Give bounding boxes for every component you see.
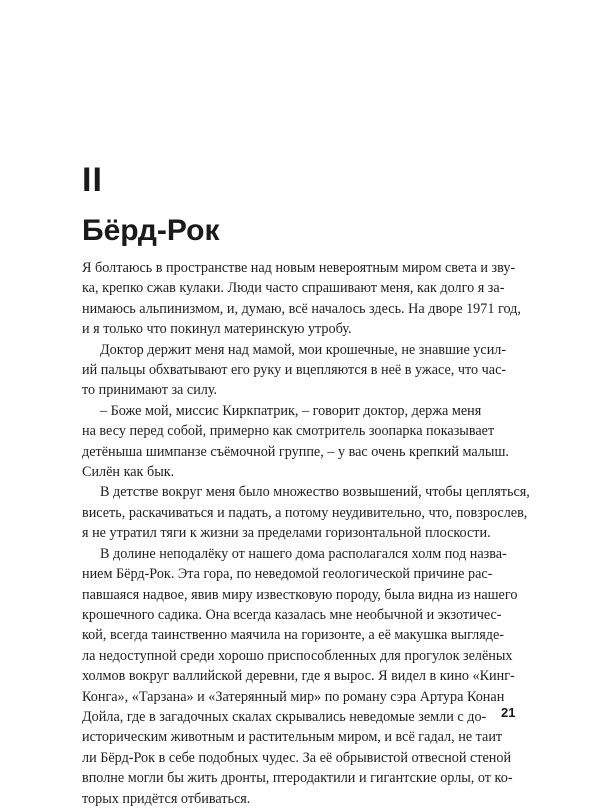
text-line: торых придётся отбиваться. [82, 790, 251, 807]
text-line: Конга», «Тарзана» и «Затерянный мир» по роману сэра Артура Конан [82, 688, 505, 705]
text-line: на весу перед собой, примерно как смотритель зоопарка показывает [82, 423, 495, 440]
text-line: кой, всегда таинственно маячила на горизонте, а её макушка выгляде- [82, 627, 505, 644]
text-line: я не утратил тяги к жизни за пределами горизонтальной плоскости. [82, 525, 491, 542]
text-line: Силён как бык. [82, 464, 175, 481]
text-line: Доктор держит меня над мамой, мои крошечные, не знавшие усил- [100, 341, 507, 358]
text-line: историческим животным и растительным миром, и всё гадал, не таит [82, 729, 503, 746]
text-line: павшаяся надвое, явив миру известковую породу, была видна из нашего [82, 586, 518, 603]
text-line: нимаюсь альпинизмом, и, думаю, всё началось здесь. На дворе 1971 год, [82, 300, 521, 317]
text-line: Я болтаюсь в пространстве над новым невероятным миром света и зву- [82, 260, 516, 276]
text-line: В долине неподалёку от нашего дома располагался холм под назва- [100, 545, 507, 562]
text-line: ка, крепко сжав кулаки. Люди часто спрашивают меня, как долго я за- [82, 280, 505, 297]
text-line: холмов вокруг валлийской деревни, где я вырос. Я видел в кино «Кинг- [82, 668, 515, 685]
text-line: вполне могли бы жить дронты, птеродактили и гигантские орлы, от ко- [82, 770, 513, 787]
text-line: ий пальцы обхватывают его руку и вцепляются в неё в ужасе, что час- [82, 362, 507, 379]
text-line: висеть, раскачиваться и падать, а потому неудивительно, что, повзрослев, [82, 504, 528, 521]
text-line: ли Бёрд-Рок в себе подобных чудес. За её обрывистой отвесной стеной [82, 749, 512, 766]
body-text [82, 258, 530, 809]
text-line: Дойла, где в загадочных скалах скрывались неведомые земли с до- [82, 708, 487, 725]
text-line: то принимают за силу. [82, 382, 218, 399]
text-line: – Боже мой, миссис Киркпатрик, – говорит доктор, держа меня [100, 402, 482, 419]
page-number: 21 [501, 705, 516, 720]
text-line: ла недоступной среди хорошо приспособленных для прогулок зелёных [82, 647, 513, 664]
text-line: нием Бёрд-Рок. Эта гора, по неведомой геологической причине рас- [82, 566, 493, 583]
text-line: детёныша шимпанзе съёмочной группе, – у вас очень крепкий малыш. [82, 443, 509, 460]
text-line: и я только что покинул материнскую утробу. [82, 321, 352, 338]
text-line: В детстве вокруг меня было множество возвышений, чтобы цепляться, [100, 484, 530, 501]
chapter-title: Бёрд-Рок [82, 214, 220, 247]
chapter-number: II [82, 161, 103, 199]
text-line: крошечного садика. Она всегда казалась мне необычной и экзотичес- [82, 606, 502, 623]
